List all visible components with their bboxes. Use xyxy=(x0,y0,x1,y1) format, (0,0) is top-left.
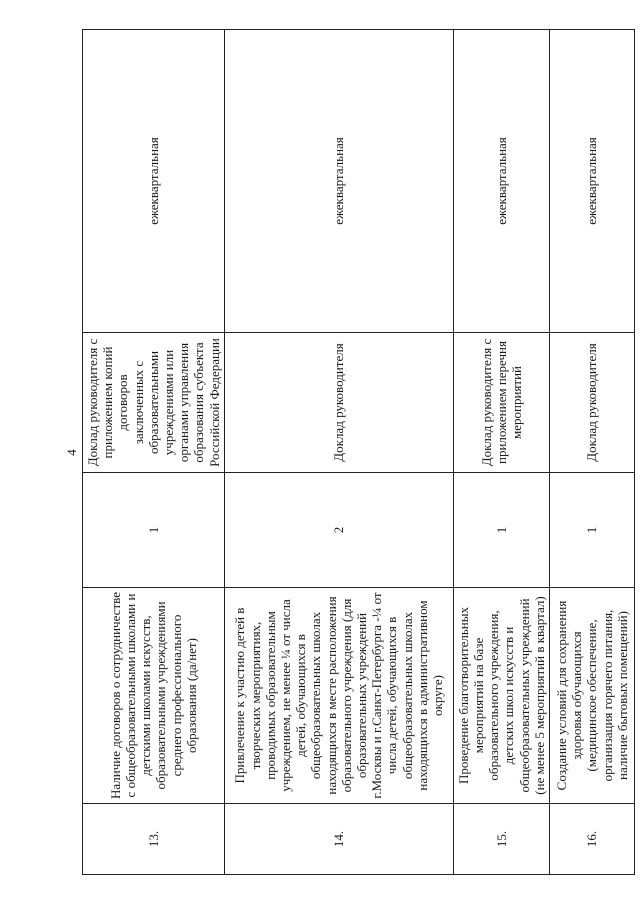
indicator-value: 1 xyxy=(453,473,549,588)
table-row xyxy=(83,30,225,875)
report-form: Доклад руководителя с приложением перечня мероприятий xyxy=(453,333,549,473)
report-period: ежеквартальная xyxy=(224,30,453,333)
indicator-text: Привлечение к участию детей в творческих мероприятиях, проводимых образовательным учреждением, не менее ¼ от числа детей, обучающихся в общеобразовательных школах находящихся в месте расположения образовательного учреждения (для образовательных учреждений г.Москвы и г.Санкт-Петербурга -¼ от числа детей, обучающихся в общеобразовательных школах находящихся в административном округе) xyxy=(224,588,453,804)
report-period: ежеквартальная xyxy=(83,30,225,333)
report-period: ежеквартальная xyxy=(453,30,549,333)
row-number: 13. xyxy=(83,804,225,875)
indicator-text: Проведение благотворительных мероприятий на базе образовательного учреждения, детских школ искусств и общеобразовательных учреждений (не менее 5 мероприятий в квартал) xyxy=(453,588,549,804)
indicator-value: 2 xyxy=(224,473,453,588)
table-row xyxy=(453,30,549,875)
indicator-value: 1 xyxy=(83,473,225,588)
row-number: 14. xyxy=(224,804,453,875)
report-period: ежеквартальная xyxy=(550,30,635,333)
rotated-document-page xyxy=(64,30,630,875)
report-form: Доклад руководителя xyxy=(224,333,453,473)
criteria-table xyxy=(82,29,635,875)
page-number: 4 xyxy=(64,449,79,456)
indicator-text: Создание условий для сохранения здоровья обучающихся (медицинское обеспечение, организация горячего питания, наличие бытовых помещений) xyxy=(550,588,635,804)
table-row xyxy=(550,30,635,875)
report-form: Доклад руководителя с приложением копий договоров заключенных с образовательными учреждениями или органами управления образования субъекта Российской Федерации xyxy=(83,333,225,473)
indicator-value: 1 xyxy=(550,473,635,588)
table-row xyxy=(224,30,453,875)
row-number: 16. xyxy=(550,804,635,875)
row-number: 15. xyxy=(453,804,549,875)
report-form: Доклад руководителя xyxy=(550,333,635,473)
indicator-text: Наличие договоров о сотрудничестве с общеобразовательными школами и детскими школами искусств, образовательными учреждениями среднего профессионального образования (да/нет) xyxy=(83,588,225,804)
